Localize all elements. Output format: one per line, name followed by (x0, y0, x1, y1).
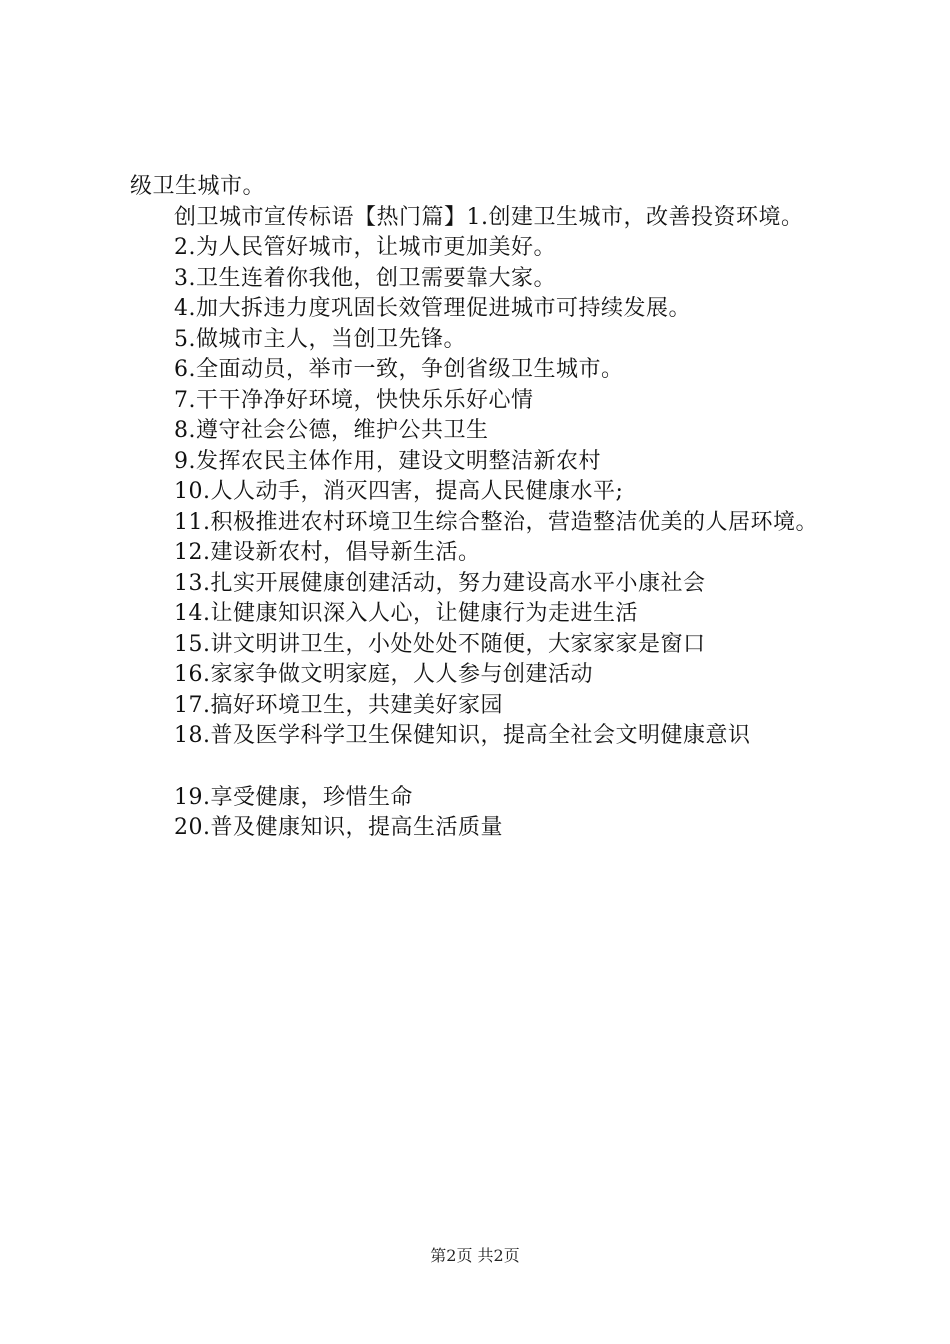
slogan-item: 10.人人动手，消灭四害，提高人民健康水平; (174, 479, 624, 504)
slogan-item: 9.发挥农民主体作用，建设文明整洁新农村 (174, 448, 601, 474)
slogan-item: 18.普及医学科学卫生保健知识，提高全社会文明健康意识 (174, 723, 751, 748)
slogan-item: 12.建设新农村，倡导新生活。 (174, 540, 481, 565)
page-footer: 第2页 共2页 (430, 1246, 520, 1265)
slogan-item: 15.讲文明讲卫生，小处处处不随便，大家家家是窗口 (174, 631, 706, 657)
slogan-item: 3.卫生连着你我他，创卫需要靠大家。 (174, 265, 556, 291)
slogan-item: 2.为人民管好城市，让城市更加美好。 (174, 235, 556, 260)
lead-line: 级卫生城市。 (130, 174, 266, 199)
slogan-item: 7.干干净净好环境，快快乐乐好心情 (174, 387, 534, 413)
slogan-item: 13.扎实开展健康创建活动，努力建设高水平小康社会 (174, 570, 706, 596)
document-body (130, 172, 832, 844)
slogan-item: 16.家家争做文明家庭，人人参与创建活动 (174, 662, 593, 687)
slogan-item: 19.享受健康，珍惜生命 (174, 784, 413, 810)
slogan-item: 17.搞好环境卫生，共建美好家园 (174, 692, 503, 718)
slogan-item: 20.普及健康知识，提高生活质量 (174, 815, 503, 840)
slogan-item: 14.让健康知识深入人心，让健康行为走进生活 (174, 601, 638, 626)
slogan-item: 5.做城市主人，当创卫先锋。 (174, 326, 466, 352)
slogan-item: 4.加大拆违力度巩固长效管理促进城市可持续发展。 (174, 296, 691, 321)
slogan-item: 6.全面动员，举市一致，争创省级卫生城市。 (174, 357, 624, 382)
intro-paragraph: 创卫城市宣传标语【热门篇】1.创建卫生城市，改善投资环境。 (174, 204, 804, 230)
slogan-item: 11.积极推进农村环境卫生综合整治，营造整洁优美的人居环境。 (174, 509, 818, 535)
paragraph-gap (130, 752, 832, 783)
slogan-item: 8.遵守社会公德，维护公共卫生 (174, 418, 489, 443)
